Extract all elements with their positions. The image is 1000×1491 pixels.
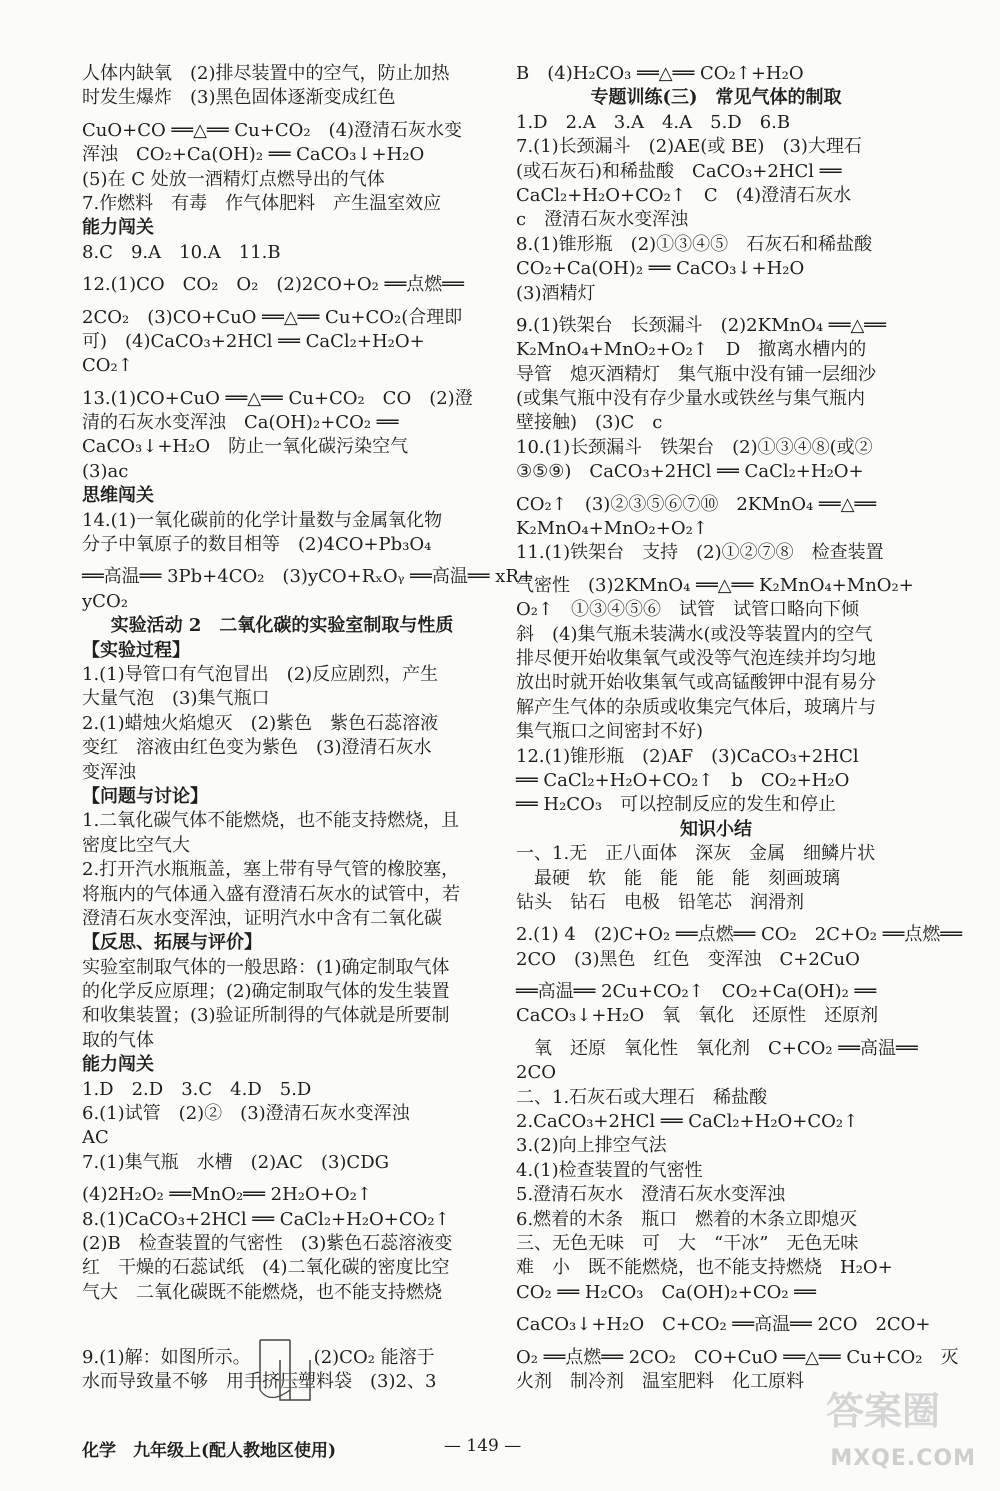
answer-line: (3)ac	[82, 460, 129, 482]
answer-line: 4.(1)检查装置的气密性	[516, 1159, 703, 1181]
line-gap	[82, 298, 482, 306]
answer-line: CuO+CO ══△══ Cu+CO₂ (4)澄清石灰水变	[82, 119, 463, 141]
answer-line: (2)B 检查装置的气密性 (3)紫色石蕊溶液变	[82, 1232, 453, 1254]
answer-line: K₂MnO₄+MnO₂+O₂↑	[516, 518, 708, 540]
answer-line: 1.二氧化碳气体不能燃烧，也不能支持燃烧，且	[82, 810, 460, 832]
answer-line: 9.(1)解：如图所示。 (2)CO₂ 能溶于	[82, 1346, 435, 1368]
answer-line: 1.(1)导管口有气泡冒出 (2)反应剧烈，产生	[82, 663, 439, 685]
answer-line: 12.(1)锥形瓶 (2)AF (3)CaCO₃+2HCl	[516, 745, 859, 767]
line-gap	[82, 265, 482, 273]
answer-line: 变红 溶液由红色变为紫色 (3)澄清石灰水	[82, 737, 432, 759]
answer-line: 7.作燃料 有毒 作气体肥料 产生温室效应	[82, 192, 442, 214]
answer-line: AC	[82, 1127, 109, 1149]
answer-line: 6.燃着的木条 瓶口 燃着的木条立即熄灭	[516, 1208, 858, 1230]
line-gap	[516, 972, 916, 980]
answer-line: ══高温══ 3Pb+4CO₂ (3)yCO+RₓOᵧ ══高温══ xR+	[82, 566, 535, 588]
answer-line: ══ H₂CO₃ 可以控制反应的发生和停止	[516, 794, 837, 816]
page-number: — 149 —	[444, 1436, 522, 1456]
section-heading: 能力闯关	[82, 217, 154, 239]
answer-line: 集气瓶口之间密封不好)	[516, 721, 704, 743]
answer-line: 2.CaCO₃+2HCl ══ CaCl₂+H₂O+CO₂↑	[516, 1111, 859, 1133]
answer-line: 2.(1) 4 (2)C+O₂ ══点燃══ CO₂ 2C+O₂ ══点燃══	[516, 924, 963, 946]
answer-line: 斜 (4)集气瓶未装满水(或没等装置内的空气	[516, 623, 873, 645]
line-gap	[82, 111, 482, 119]
answer-line: ③⑤⑨) CaCO₃+2HCl ══ CaCl₂+H₂O+	[516, 461, 864, 483]
answer-line: B (4)H₂CO₃ ══△══ CO₂↑+H₂O	[516, 63, 804, 84]
section-heading: 思维闯关	[82, 485, 154, 507]
answer-line: 红 干燥的石蕊试纸 (4)二氧化碳的密度比空	[82, 1257, 450, 1279]
answer-line: 钻头 钻石 电极 铅笔芯 润滑剂	[516, 891, 804, 913]
answer-line: 3.(2)向上排空气法	[516, 1135, 667, 1157]
answer-line: 1.D 2.D 3.C 4.D 5.D	[82, 1078, 312, 1100]
answer-line: 14.(1)一氧化碳前的化学计量数与金属氧化物	[82, 509, 443, 531]
answer-line: 火剂 制冷剂 温室肥料 化工原料	[516, 1370, 804, 1392]
answer-line: 解产生气体的杂质或收集完气体后，玻璃片与	[516, 696, 876, 718]
answer-line: 9.(1)铁架台 长颈漏斗 (2)2KMnO₄ ══△══	[516, 314, 886, 336]
answer-line: CaCO₃↓+H₂O C+CO₂ ══高温══ 2CO 2CO+	[516, 1314, 931, 1336]
answer-line: 5.澄清石灰水 澄清石灰水变浑浊	[516, 1184, 786, 1206]
answer-line: (或石灰石)和稀盐酸 CaCO₃+2HCl ══	[516, 160, 842, 182]
answer-line: 取的气体	[82, 1029, 154, 1051]
line-gap	[516, 566, 916, 574]
answer-line: 2CO	[516, 1062, 556, 1084]
line-gap	[516, 1338, 916, 1346]
answer-line: 人体内缺氧 (2)排尽装置中的空气，防止加热	[82, 63, 450, 84]
line-gap	[82, 1175, 482, 1183]
answer-line: 三、无色无味 可 大 “干冰” 无色无味	[516, 1232, 859, 1254]
answer-line: (5)在 C 处放一酒精灯点燃导出的气体	[82, 168, 385, 190]
answer-line: 时发生爆炸 (3)黑色固体逐渐变成红色	[82, 87, 396, 109]
answer-line: 排尽便开始收集氧气或没等气泡连续并均匀地	[516, 647, 876, 669]
answer-line: c 澄清石灰水变浑浊	[516, 209, 689, 231]
answer-line: (3)酒精灯	[516, 282, 596, 304]
answer-line: 8.(1)CaCO₃+2HCl ══ CaCl₂+H₂O+CO₂↑	[82, 1208, 450, 1230]
section-heading: 实验活动 2 二氧化碳的实验室制取与性质	[110, 615, 454, 637]
answer-line: 8.C 9.A 10.A 11.B	[82, 241, 281, 263]
answer-line: 壁接触) (3)C c	[516, 412, 663, 434]
line-gap	[516, 915, 916, 923]
left-column	[82, 62, 535, 1394]
answer-line: 气大 二氧化碳既不能燃烧，也不能支持燃烧	[82, 1281, 442, 1303]
answer-line: O₂ ══点燃══ 2CO₂ CO+CuO ══△══ Cu+CO₂ 灭	[516, 1346, 959, 1368]
answer-line: 7.(1)集气瓶 水槽 (2)AC (3)CDG	[82, 1151, 390, 1173]
section-heading: 【实验过程】	[82, 639, 190, 661]
answer-line: 一、1.无 正八面体 深灰 金属 细鳞片状	[516, 843, 876, 865]
answer-line: 难 小 既不能燃烧，也不能支持燃烧 H₂O+	[516, 1257, 893, 1279]
footer-subject: 化学 九年级上(配人教地区使用)	[82, 1441, 337, 1461]
answer-line: O₂↑ ①③④⑤⑥ 试管 试管口略向下倾	[516, 599, 860, 621]
right-column	[516, 62, 963, 1394]
answer-line: ══高温══ 2Cu+CO₂↑ CO₂+Ca(OH)₂ ══	[516, 981, 877, 1003]
answer-line: CO₂↑ (3)②③⑤⑥⑦⑩ 2KMnO₄ ══△══	[516, 493, 877, 515]
line-gap	[516, 485, 916, 493]
answer-line: CaCO₃↓+H₂O 氧 氧化 还原性 还原剂	[516, 1005, 879, 1027]
answer-line: 最硬 软 能 能 能 能 刻画玻璃	[516, 867, 840, 889]
section-heading: 【问题与讨论】	[82, 785, 208, 807]
line-gap	[82, 379, 482, 387]
line-gap	[82, 557, 482, 565]
watermark-site: MXQE.COM	[830, 1446, 976, 1471]
answer-line: 11.(1)铁架台 支持 (2)①②⑦⑧ 检查装置	[516, 542, 884, 564]
answer-line: 2CO₂ (3)CO+CuO ══△══ Cu+CO₂(合理即	[82, 306, 463, 328]
answer-line: CaCl₂+H₂O+CO₂↑ C (4)澄清石灰水	[516, 184, 852, 206]
answer-line: 12.(1)CO CO₂ O₂ (2)2CO+O₂ ══点燃══	[82, 274, 464, 296]
line-gap	[516, 1029, 916, 1037]
line-gap	[82, 1305, 482, 1313]
answer-line: 2.打开汽水瓶瓶盖，塞上带有导气管的橡胶塞，	[82, 859, 460, 881]
answer-line: 13.(1)CO+CuO ══△══ Cu+CO₂ CO (2)澄	[82, 387, 473, 409]
watermark-badge: 答案圈	[825, 1389, 940, 1433]
line-gap	[516, 1305, 916, 1313]
line-gap	[516, 306, 916, 314]
answer-line: 6.(1)试管 (2)② (3)澄清石灰水变浑浊	[82, 1103, 410, 1125]
answer-line: 实验室制取气体的一般思路：(1)确定制取气体	[82, 956, 450, 978]
section-heading: 知识小结	[680, 818, 752, 840]
answer-line: 氧 还原 氧化性 氧化剂 C+CO₂ ══高温══	[516, 1037, 918, 1059]
answer-line: 水而导致量不够 用手挤压塑料袋 (3)2、3	[82, 1370, 437, 1392]
answer-line: 密度比空气大	[82, 834, 190, 856]
answer-line: 大量气泡 (3)集气瓶口	[82, 688, 270, 710]
gas-collection-figure	[250, 1330, 330, 1410]
answer-line: yCO₂	[82, 590, 128, 612]
answer-line: CO₂ ══ H₂CO₃ Ca(OH)₂+CO₂ ══	[516, 1281, 816, 1303]
answer-line: 清的石灰水变浑浊 Ca(OH)₂+CO₂ ══	[82, 412, 399, 434]
answer-line: 变浑浊	[82, 761, 136, 783]
answer-line: CaCO₃↓+H₂O 防止一氧化碳污染空气	[82, 436, 409, 458]
answer-line: 和收集装置；(3)验证所制得的气体就是所要制	[82, 1005, 450, 1027]
answer-line: 分子中氧原子的数目相等 (2)4CO+Pb₃O₄	[82, 534, 432, 556]
answer-line: 2.(1)蜡烛火焰熄灭 (2)紫色 紫色石蕊溶液	[82, 712, 439, 734]
answer-line: K₂MnO₄+MnO₂+O₂↑ D 撤离水槽内的	[516, 339, 867, 361]
answer-line: 二、1.石灰石或大理石 稀盐酸	[516, 1086, 768, 1108]
answer-line: 气密性 (3)2KMnO₄ ══△══ K₂MnO₄+MnO₂+	[516, 574, 914, 596]
answer-line: 可) (4)CaCO₃+2HCl ══ CaCl₂+H₂O+	[82, 330, 425, 352]
answer-line: 10.(1)长颈漏斗 铁架台 (2)①③④⑧(或②	[516, 436, 873, 458]
answer-line: 放出时就开始收集氧气或高锰酸钾中混有易分	[516, 672, 876, 694]
answer-line: 1.D 2.A 3.A 4.A 5.D 6.B	[516, 111, 791, 133]
answer-line: 7.(1)长颈漏斗 (2)AE(或 BE) (3)大理石	[516, 136, 862, 158]
answer-line: 导管 熄灭酒精灯 集气瓶中没有铺一层细沙	[516, 363, 876, 385]
answer-line: 8.(1)锥形瓶 (2)①③④⑤ 石灰石和稀盐酸	[516, 233, 873, 255]
section-heading: 能力闯关	[82, 1054, 154, 1076]
answer-line: 的化学反应原理；(2)确定制取气体的发生装置	[82, 981, 450, 1003]
answer-line: 2CO (3)黑色 红色 变浑浊 C+2CuO	[516, 948, 860, 970]
answer-line: ══ CaCl₂+H₂O+CO₂↑ b CO₂+H₂O	[516, 769, 850, 791]
answer-line: CO₂+Ca(OH)₂ ══ CaCO₃↓+H₂O	[516, 258, 805, 280]
answer-line: 浑浊 CO₂+Ca(OH)₂ ══ CaCO₃↓+H₂O	[82, 144, 425, 166]
answer-line: (4)2H₂O₂ ══MnO₂══ 2H₂O+O₂↑	[82, 1184, 372, 1206]
section-heading: 专题训练(三) 常见气体的制取	[590, 87, 842, 109]
answer-line: CO₂↑	[82, 355, 133, 377]
answer-line: 将瓶内的气体通入盛有澄清石灰水的试管中，若	[82, 883, 460, 905]
answer-line: 澄清石灰水变浑浊，证明汽水中含有二氧化碳	[82, 907, 442, 929]
section-heading: 【反思、拓展与评价】	[82, 932, 262, 954]
answer-line: (或集气瓶中没有存少量水或铁丝与集气瓶内	[516, 388, 866, 410]
